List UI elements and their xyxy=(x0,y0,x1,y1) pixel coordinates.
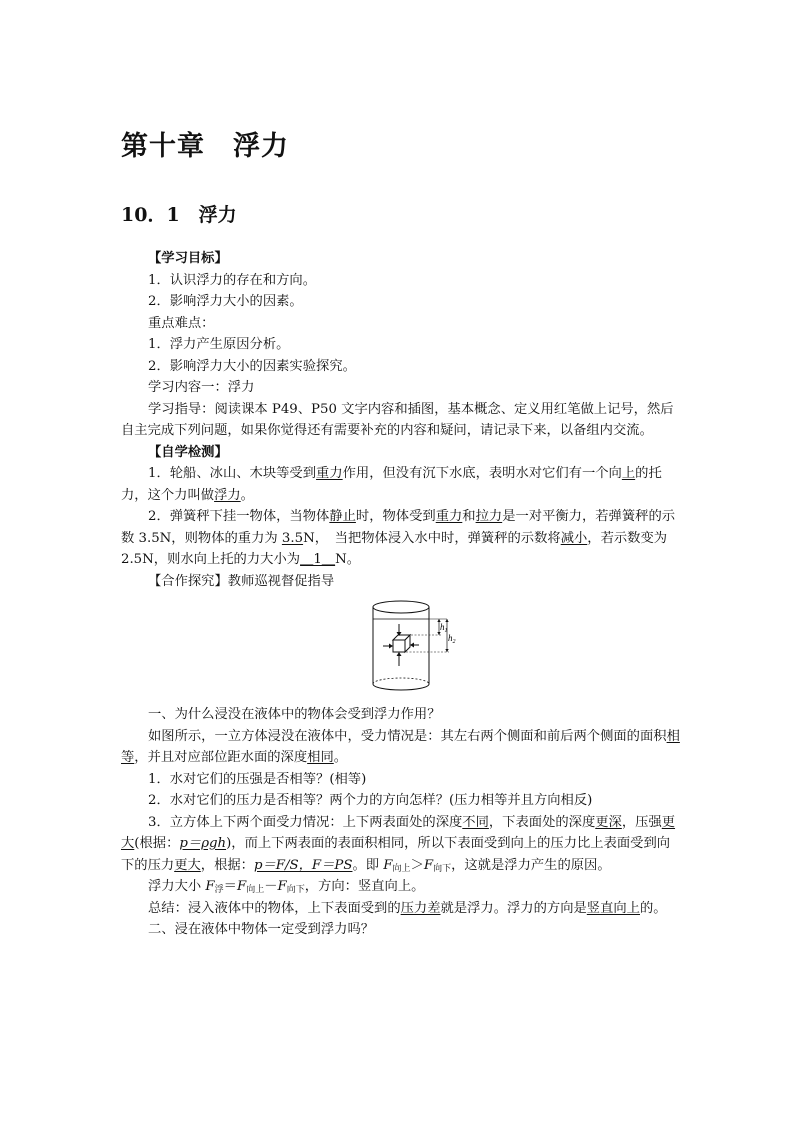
answer-blank: 减小 xyxy=(560,530,588,546)
part1-q2: 2．水对它们的压力是否相等？两个力的方向怎样？(压力相等并且方向相反) xyxy=(148,793,593,808)
answer-blank: 相同 xyxy=(307,750,334,765)
key-points-heading: 重点难点： xyxy=(148,315,215,331)
answer-blank: ＿1＿ xyxy=(300,552,336,567)
answer-blank: 更深 xyxy=(595,814,622,830)
h1-label: $h_1$ xyxy=(440,622,448,634)
part2-heading: 二、浸在液体中物体一定受到浮力吗？ xyxy=(148,922,375,937)
answer-blank: 压力差 xyxy=(400,900,441,916)
self-check-q1: 1．轮船、冰山、木块等受到重力作用，但没有沉下水底，表明水对它们有一个向上的托力，这个力叫做浮力。 xyxy=(121,466,662,503)
answer-blank: p＝ρgh xyxy=(179,836,227,851)
part1-q1: 1．水对它们的压强是否相等？(相等) xyxy=(148,771,367,787)
answer-blank: 相等 xyxy=(121,728,680,765)
answer-blank: 重力 xyxy=(316,466,343,481)
part1-q3: 3．立方体上下两个面受力情况：上下两表面处的深度不同，下表面处的深度更深，压强更大(根据：p＝ρgh)，而上下两表面的表面积相同，所以下表面受到向上的压力比上表面受到向下的压力更大，根据：p＝F/S，F＝PS。即 $F_{向上}>F_{向下}$，这就是浮力产生的原因。 xyxy=(121,814,676,874)
answer-blank: 重力 xyxy=(435,509,463,524)
cylinder-cube-figure xyxy=(121,598,681,702)
section-title: 10．1 浮力 xyxy=(121,204,237,226)
answer-blank: 更大 xyxy=(121,814,676,851)
self-check-heading: 【自学检测】 xyxy=(148,444,228,460)
buoyancy-formula: 浮力大小 $F_浮=F_{向上}-F_{向下}$，方向：竖直向上。 xyxy=(148,879,425,895)
h2-label: $h_2$ xyxy=(448,633,456,645)
chapter-title: 第十章 浮力 xyxy=(121,131,289,162)
answer-blank: 竖直向上 xyxy=(586,900,640,916)
answer-blank: 拉力 xyxy=(475,509,503,524)
buoyancy-diagram xyxy=(369,598,479,698)
answer-blank: 上 xyxy=(621,466,636,481)
answer-blank: p＝F/S，F＝PS xyxy=(253,857,353,873)
goal-item: 1．认识浮力的存在和方向。 xyxy=(148,272,317,288)
guidance-paragraph: 学习指导：阅读课本 P49、P50 文字内容和插图，基本概念、定义用红笔做上记号，然后自主完成下列问题，如果你觉得还有需要补充的内容和疑问，请记录下来，以备组内交流。 xyxy=(121,401,674,438)
part1-heading: 一、为什么浸没在液体中的物体会受到浮力作用？ xyxy=(148,707,441,722)
answer-blank: 静止 xyxy=(329,509,356,524)
content-one-heading: 学习内容一：浮力 xyxy=(148,380,255,395)
answer-blank: 浮力 xyxy=(214,487,241,503)
goals-heading: 【学习目标】 xyxy=(148,251,228,266)
answer-blank: 更大 xyxy=(174,857,201,873)
goal-item: 2．影响浮力大小的因素。 xyxy=(148,294,303,309)
answer-blank: 不同 xyxy=(462,814,489,830)
key-point-item: 2．影响浮力大小的因素实验探究。 xyxy=(148,358,356,374)
summary: 总结：浸入液体中的物体，上下表面受到的压力差就是浮力。浮力的方向是竖直向上的。 xyxy=(148,900,667,916)
part1-paragraph: 如图所示，一立方体浸没在液体中，受力情况是：其左右两个侧面和前后两个侧面的面积相等，并且对应部位距水面的深度相同。 xyxy=(121,728,680,765)
key-point-item: 1．浮力产生原因分析。 xyxy=(148,337,290,352)
document-body xyxy=(121,248,681,941)
cooperate-heading: 【合作探究】教师巡视督促指导 xyxy=(148,573,335,589)
self-check-q2: 2．弹簧秤下挂一物体，当物体静止时，物体受到重力和拉力是一对平衡力，若弹簧秤的示数 3.5N，则物体的重力为 3.5N， 当把物体浸入水中时，弹簧秤的示数将减小，若示数变为 2.5N，则水向上托的力大小为＿1＿N。 xyxy=(121,509,676,567)
answer-blank: 3.5 xyxy=(281,530,304,546)
